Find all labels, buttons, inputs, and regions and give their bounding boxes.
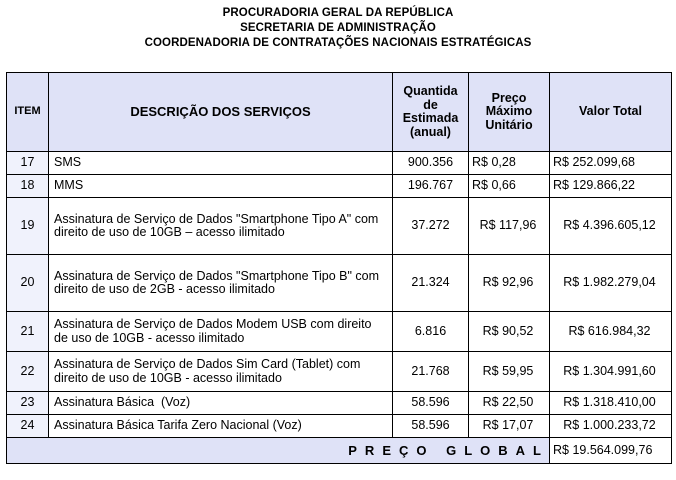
total-cell: R$ 1.982.279,04 [550,255,672,312]
item-number-cell: 18 [7,175,49,198]
document-header [0,6,676,51]
item-number-cell: 24 [7,415,49,438]
item-number-cell: 23 [7,392,49,415]
quantity-cell: 58.596 [393,392,469,415]
quantity-cell: 196.767 [393,175,469,198]
total-cell: R$ 616.984,32 [550,312,672,352]
description-cell: MMS [49,175,393,198]
description-cell: Assinatura de Serviço de Dados Sim Card (Tablet) com direito de uso de 10GB - acesso ilimitado [49,352,393,392]
item-number-cell: 19 [7,198,49,255]
description-cell: Assinatura de Serviço de Dados "Smartphone Tipo A" com direito de uso de 10GB – acesso ilimitado [49,198,393,255]
global-price-row [7,438,672,464]
unit-price-cell: R$ 0,66 [469,175,550,198]
services-table [6,72,672,464]
description-cell: Assinatura Básica Tarifa Zero Nacional (Voz) [49,415,393,438]
column-header-description: DESCRIÇÃO DOS SERVIÇOS [49,73,393,152]
unit-price-cell: R$ 90,52 [469,312,550,352]
unit-price-cell: R$ 17,07 [469,415,550,438]
description-cell: Assinatura de Serviço de Dados "Smartphone Tipo B" com direito de uso de 2GB - acesso ilimitado [49,255,393,312]
total-cell: R$ 129.866,22 [550,175,672,198]
column-header-item: ITEM [7,73,49,152]
description-cell: SMS [49,152,393,175]
total-cell: R$ 1.304.991,60 [550,352,672,392]
table-row [7,415,672,438]
table-row [7,198,672,255]
unit-price-cell: R$ 59,95 [469,352,550,392]
unit-price-cell: R$ 117,96 [469,198,550,255]
table-row [7,152,672,175]
table-row [7,392,672,415]
quantity-cell: 21.324 [393,255,469,312]
table-row [7,312,672,352]
column-header-unit-price: Preço Máximo Unitário [469,73,550,152]
total-cell: R$ 4.396.605,12 [550,198,672,255]
description-cell: Assinatura Básica (Voz) [49,392,393,415]
quantity-cell: 37.272 [393,198,469,255]
column-header-quantity: Quantida de Estimada (anual) [393,73,469,152]
item-number-cell: 21 [7,312,49,352]
unit-price-cell: R$ 92,96 [469,255,550,312]
total-cell: R$ 252.099,68 [550,152,672,175]
unit-price-cell: R$ 22,50 [469,392,550,415]
item-number-cell: 22 [7,352,49,392]
global-price-value: R$ 19.564.099,76 [550,438,672,464]
quantity-cell: 21.768 [393,352,469,392]
quantity-cell: 6.816 [393,312,469,352]
header-line-1: PROCURADORIA GERAL DA REPÚBLICA [222,7,454,19]
total-cell: R$ 1.318.410,00 [550,392,672,415]
global-price-label: PREÇO GLOBAL [7,438,550,464]
unit-price-cell: R$ 0,28 [469,152,550,175]
quantity-cell: 58.596 [393,415,469,438]
table-row [7,352,672,392]
column-header-total: Valor Total [550,73,672,152]
table-row [7,255,672,312]
header-line-2: SECRETARIA DE ADMINISTRAÇÃO [240,22,436,34]
item-number-cell: 20 [7,255,49,312]
description-cell: Assinatura de Serviço de Dados Modem USB com direito de uso de 10GB - acesso ilimitado [49,312,393,352]
table-row [7,175,672,198]
total-cell: R$ 1.000.233,72 [550,415,672,438]
table-header-row [7,73,672,152]
quantity-cell: 900.356 [393,152,469,175]
header-line-3: COORDENADORIA DE CONTRATAÇÕES NACIONAIS ESTRATÉGICAS [144,37,532,49]
item-number-cell: 17 [7,152,49,175]
